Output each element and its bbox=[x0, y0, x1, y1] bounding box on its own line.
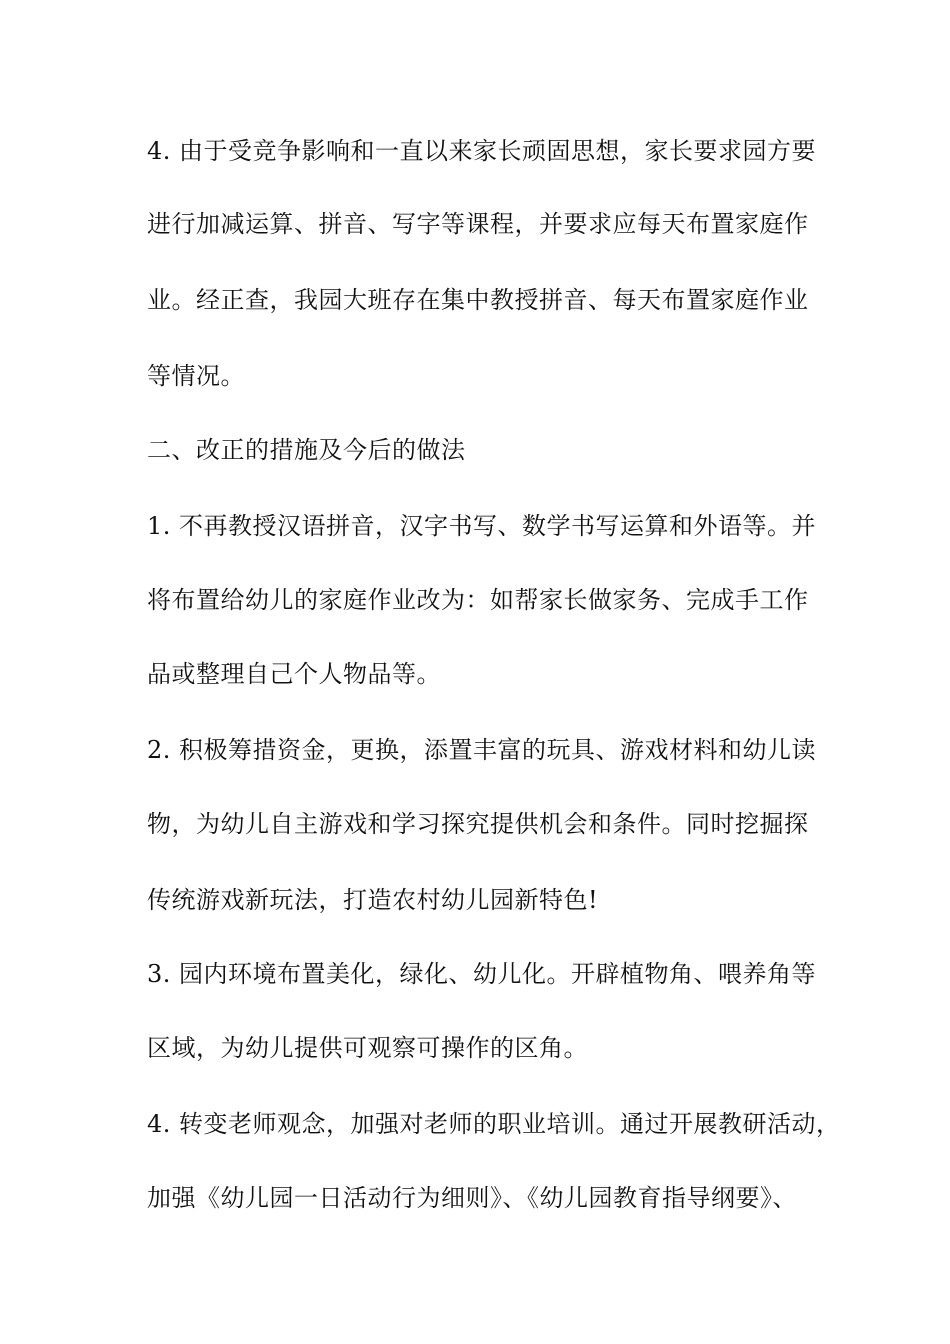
text-line-4: 等情况。 bbox=[147, 362, 245, 390]
text-line-14: 4. 转变老师观念，加强对老师的职业培训。通过开展教研活动， bbox=[147, 1110, 841, 1138]
text-line-11: 传统游戏新玩法，打造农村幼儿园新特色! bbox=[147, 886, 599, 914]
text-line-12: 3. 园内环境布置美化，绿化、幼儿化。开辟植物角、喂养角等 bbox=[147, 960, 817, 988]
text-line-1: 4. 由于受竞争影响和一直以来家长顽固思想，家长要求园方要 bbox=[147, 137, 817, 165]
text-line-8: 品或整理自己个人物品等。 bbox=[147, 660, 441, 688]
text-line-6: 1. 不再教授汉语拼音，汉字书写、数学书写运算和外语等。并 bbox=[147, 512, 817, 540]
text-line-15: 加强《幼儿园一日活动行为细则》、《幼儿园教育指导纲要》、 bbox=[147, 1184, 797, 1212]
text-line-10: 物，为幼儿自主游戏和学习探究提供机会和条件。同时挖掘探 bbox=[147, 810, 809, 838]
text-line-2: 进行加减运算、拼音、写字等课程，并要求应每天布置家庭作 bbox=[147, 210, 809, 238]
text-line-9: 2. 积极筹措资金，更换，添置丰富的玩具、游戏材料和幼儿读 bbox=[147, 736, 817, 764]
text-line-13: 区域，为幼儿提供可观察可操作的区角。 bbox=[147, 1034, 588, 1062]
text-line-3: 业。经正查，我园大班存在集中教授拼音、每天布置家庭作业 bbox=[147, 286, 809, 314]
section-heading: 二、改正的措施及今后的做法 bbox=[147, 436, 466, 464]
text-line-7: 将布置给幼儿的家庭作业改为：如帮家长做家务、完成手工作 bbox=[147, 586, 809, 614]
